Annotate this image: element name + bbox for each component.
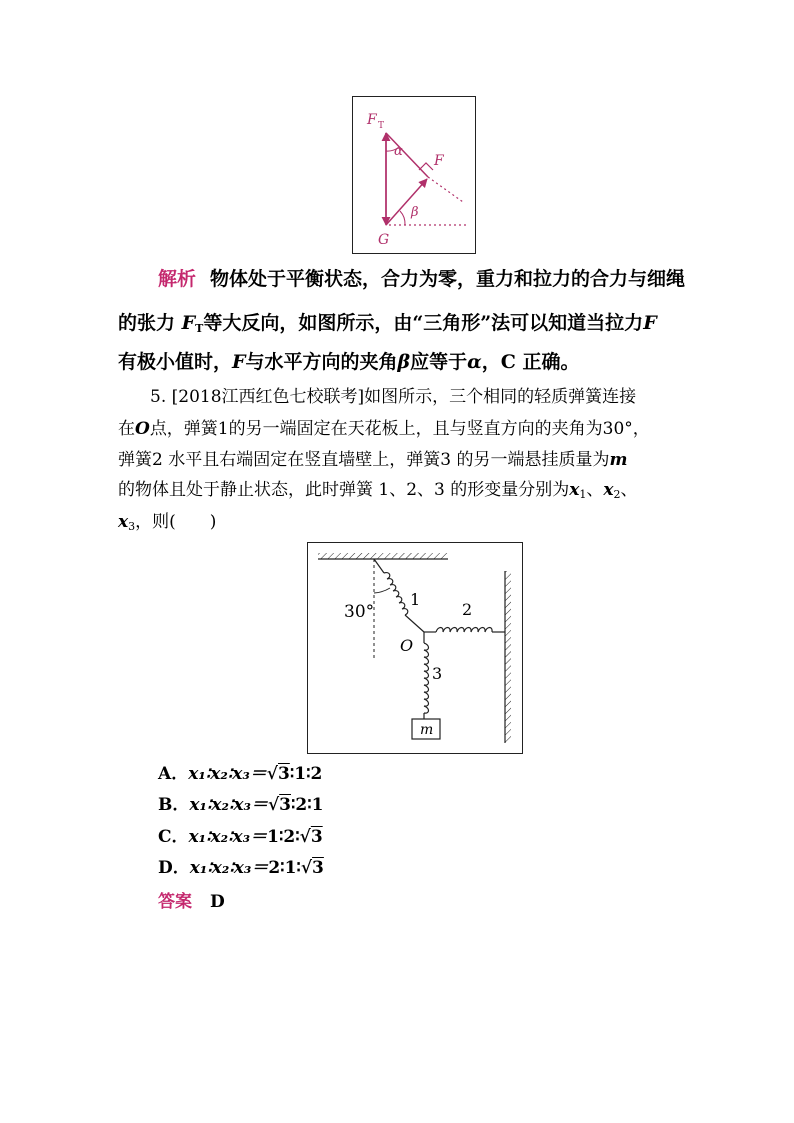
spring-3 xyxy=(424,632,429,719)
option-d[interactable]: D．x₁∶x₂∶x₃＝2∶1∶√3 xyxy=(158,858,324,878)
question-line-1: 5. [2018江西红色七校联考]如图所示，三个相同的轻质弹簧连接 xyxy=(150,387,637,407)
analysis-line-2: 的张力 $F_T$等大反向，如图所示，由“三角形”法可以知道当拉力F xyxy=(118,312,657,335)
spring-3-label: 3 xyxy=(432,664,443,683)
answer-value: D xyxy=(210,892,225,912)
spring-2 xyxy=(424,628,505,633)
rope-line xyxy=(386,133,428,177)
beta-label: β xyxy=(411,205,419,220)
answer-line xyxy=(158,887,225,912)
option-a[interactable]: A．x₁∶x₂∶x₃＝√3∶1∶2 xyxy=(158,764,323,784)
wall-hatch xyxy=(505,571,511,743)
alpha-label: α xyxy=(394,144,403,159)
question-line-2: 在O点，弹簧1的另一端固定在天花板上，且与竖直方向的夹角为30°， xyxy=(118,419,650,439)
angle-arc xyxy=(374,588,390,593)
rope-extension xyxy=(428,177,463,202)
angle-30-label: 30° xyxy=(344,602,375,622)
ceiling-hatch xyxy=(318,553,448,559)
point-o-label: O xyxy=(400,636,414,655)
analysis-line-1: 解析 物体处于平衡状态，合力为零，重力和拉力的合力与细绳 xyxy=(158,268,686,290)
mass-label: m xyxy=(420,722,434,738)
analysis-line-3: 有极小值时，F与水平方向的夹角β应等于α，C 正确。 xyxy=(118,351,580,373)
option-c[interactable]: C．x₁∶x₂∶x₃＝1∶2∶√3 xyxy=(158,827,323,847)
question-line-3: 弹簧2 水平且右端固定在竖直墙壁上，弹簧3 的另一端悬挂质量为m xyxy=(118,450,628,470)
spring-2-label: 2 xyxy=(462,600,473,619)
question-line-4: 的物体且处于静止状态，此时弹簧 1、2、3 的形变量分别为$x_1$、$x_2$、 xyxy=(118,480,638,501)
sqrt-symbol: √3 xyxy=(299,827,323,847)
sqrt-symbol: √3 xyxy=(266,764,290,784)
option-b[interactable]: B．x₁∶x₂∶x₃＝√3∶2∶1 xyxy=(158,795,324,815)
springs-figure xyxy=(307,542,523,754)
f-vector xyxy=(386,179,427,225)
sqrt-symbol: √3 xyxy=(267,795,291,815)
beta-arc xyxy=(400,211,405,225)
ft-label: F xyxy=(367,112,377,128)
sqrt-symbol: √3 xyxy=(300,858,324,878)
question-line-5: $x_3$，则( ) xyxy=(118,512,217,533)
analysis-tag: 解析 xyxy=(158,268,197,290)
spring-1-label: 1 xyxy=(410,590,421,609)
f-label: F xyxy=(434,153,444,169)
ft-label-sub: T xyxy=(378,121,385,131)
g-label: G xyxy=(378,232,390,248)
force-triangle-figure xyxy=(352,96,476,254)
answer-label: 答案 xyxy=(158,892,192,912)
